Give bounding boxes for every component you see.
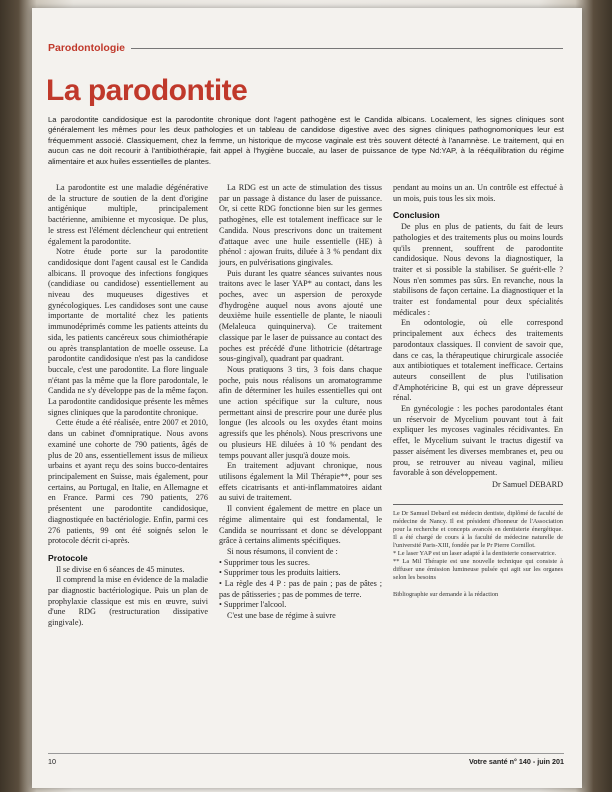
paragraph: C'est une base de régime à suivre	[227, 611, 336, 621]
paragraph: La RDG est un acte de stimulation des tissus par un passage à distance du laser de puissance. Or, si cette RDG fonctionne bien sur les germes pathogènes, elle est totalement inefficace sur le Candida. Nous prescrivons donc un traitement d'attaque avec une huile essentielle (HE) à phénol : ajowan fruits, diluée à 3 % pendant dix jours, en pulvérisations gingivales.	[219, 183, 382, 267]
paragraph: Notre étude porte sur la parodontite candidosique dont l'agent causal est le Candida albicans. Il provoque des infections fongiques (candidiase ou candidose) essentiellement au niveau des muqueuses digestives et gynécologiques. Les candidoses sont une cause importante de mortalité chez les patients immunodéprimés comme les patients atteints du sida, les patients cancéreux sous chimiothérapie ou après transplantation de moelle osseuse. La parodontite candidosique n'est pas la candidose buccale, c'est une parodontite. La flore linguale n'étant pas la même que la flore parodontale, le Candida ne s'y développe pas de la même façon. La parodontite candidosique présente les mêmes signes cliniques que la parodontite chronique.	[48, 247, 208, 417]
paragraph: Si nous résumons, il convient de :	[227, 546, 338, 556]
diet-bullet: • Supprimer tous les produits laitiers.	[219, 568, 341, 578]
article-title: La parodontite	[46, 74, 248, 107]
article-lead: La parodontite candidosique est la parodontite chronique dont l'agent pathogène est le Candida albicans. Localement, les signes cliniques sont généralement les mêmes pour les deux pathologies et un tableau de candidose digestive avec des signes cliniques pathognomoniques leur est fréquemment associé. Classiquement, chez la femme, un historique de mycose vaginale est très souvent détecté à l'anamnèse. Le traitement, qui en aucun cas ne doit recourir à l'antibiothérapie, fait appel à l'hygiène buccale, au laser de puissance de type Nd:YAP, à la rééquilibration du régime alimentaire et aux huiles essentielles de plantes.	[48, 115, 564, 166]
rubric-rule	[131, 48, 563, 49]
paragraph: Il se divise en 6 séances de 45 minutes.	[56, 564, 185, 574]
author-bio: Le Dr Samuel Debard est médecin dentiste, diplômé de faculté de médecine de Nancy. Il est président d'honneur de l'Association pour la recherche et concepts avancés en dentisterie énergétique. Il a été chargé de cours à la faculté de médecine naturelle de l'université Paris-XIII, fondée par le Pr Pierre Cornillot.	[393, 509, 563, 550]
footnote-laser: * Le laser YAP est un laser adapté à la dentisterie conservatrice.	[393, 550, 557, 558]
rubric-label: Parodontologie	[48, 42, 125, 54]
paragraph: La parodontite est une maladie dégénérative de la structure de soutien de la dent d'origine antigénique multiple, principalement bactérienne, amibienne et mycosique. De plus, le stress est l'élément déclencheur qui entretient également la parodontite.	[48, 183, 208, 246]
section-rubric	[48, 40, 563, 56]
bibliography-note: Bibliographie sur demande à la rédaction	[393, 590, 499, 598]
paragraph: Il comprend la mise en évidence de la maladie par diagnostic bactériologique. Puis un plan de prophylaxie classique est mis en œuvre, suivi d'une RDG (restructuration dissipative gingivale).	[48, 575, 208, 628]
protocole-heading: Protocole	[48, 552, 88, 563]
conclusion-heading: Conclusion	[393, 210, 440, 221]
paragraph: En traitement adjuvant chronique, nous utilisons également la Mil Thérapie**, pour ses effets cicatrisants et anti-inflammatoires aidant au suivi de traitement.	[219, 461, 382, 503]
column-1	[48, 183, 208, 629]
author-signature: Dr Samuel DEBARD	[492, 479, 563, 489]
paragraph: De plus en plus de patients, du fait de leurs pathologies et des traitements plus ou moins lourds qu'ils prennent, souffrent de parodontite candidosique. Nous devons la diagnostiquer, la traiter et si possible la stabiliser. Se guérit-elle ? Nous n'en sommes pas sûrs. En revanche, nous la stabilisons de façon certaine. La diagnostiquer et la traiter est fondamental pour deux spécialités médicales :	[393, 222, 563, 317]
diet-bullet: • Supprimer l'alcool.	[219, 600, 287, 610]
footnote-mil-therapie: ** La Mil Thérapie est une nouvelle technique qui consiste à diffuser une émission lumineuse pulsée qui agit sur les organes selon les besoins	[393, 558, 563, 582]
column-2	[219, 183, 382, 622]
paragraph: Nous pratiquons 3 tirs, 3 fois dans chaque poche, puis nous réalisons un aromatogramme afin de déterminer les huiles essentielles qui ont une action spécifique sur la culture, nous permettant ainsi de prescrire pour une durée plus longue (les alcools ou les oxydes étant moins agressifs que les phénols). Nous prescrivons une ou plusieurs HE diluées à 10 % pendant des temps pouvant aller jusqu'à douze mois.	[219, 364, 382, 460]
paragraph: Cette étude a été réalisée, entre 2007 et 2010, dans un cabinet d'omnipratique. Nous avons examiné une cohorte de 790 patients, âgés de plus de 20 ans, essentiellement issus de milieux urbains et ayant reçu des soins bucco-dentaires principalement en Suisse, mais également, pour certains, au Portugal, en Italie, en Allemagne et en France. Parmi ces 790 patients, 276 présentent une parodontite candidosique, diagnostiquée en bactériologie. Enfin, parmi ces 276 patients, 99 ont été soignés selon le protocole décrit ci-après.	[48, 418, 208, 546]
issue-info: Votre santé n° 140 - juin 201	[468, 757, 564, 766]
paragraph: Puis durant les quatre séances suivantes nous traitons avec le laser YAP* au contact, dans les poches, avec un aspersion de peroxyde d'hydrogène auquel nous avons ajouté une deuxième huile essentielle de plante, le niaouli (Melaleuca quinquinerva). Ce traitement classique par le laser de puissance au contact des poches est précédé d'une lithotricie (détartrage sous-gingival), quadrant par quadrant.	[219, 268, 382, 364]
paragraph: En odontologie, où elle correspond principalement aux échecs des traitements parodontaux classiques. Il convient de savoir que, dans ce cas, la thérapeutique chirurgicale associée aux antibiotiques et totalement inefficace. Certains auteurs conseillent de plus l'utilisation d'Amphotéricine B, qui est un grave dépresseur rénal.	[393, 318, 563, 403]
paragraph: En gynécologie : les poches parodontales étant un réservoir de Mycelium pouvant tout à fait expliquer les mycoses vaginales récidivantes. En effet, le Mycelium suivant le tractus digestif va passer aisément les diverses membranes et, peu ou prou, se retrouver au niveau vaginal, milieu favorable à son développement.	[393, 404, 563, 478]
paragraph: pendant au moins un an. Un contrôle est effectué à un mois, puis tous les six mois.	[393, 183, 563, 203]
page-footer	[48, 753, 564, 766]
author-bio-box	[393, 504, 563, 583]
paragraph: Il convient également de mettre en place un régime alimentaire qui est fondamental, le Candida se nourrissant et donc se développant grâce à certains aliments spécifiques.	[219, 504, 382, 546]
diet-bullet: • Supprimer tous les sucres.	[219, 557, 310, 567]
diet-bullet: • La règle des 4 P : pas de pain ; pas de pâtes ; pas de pâtisseries ; pas de pommes de terre.	[219, 579, 382, 599]
column-3	[393, 183, 563, 600]
page-number: 10	[48, 757, 56, 766]
